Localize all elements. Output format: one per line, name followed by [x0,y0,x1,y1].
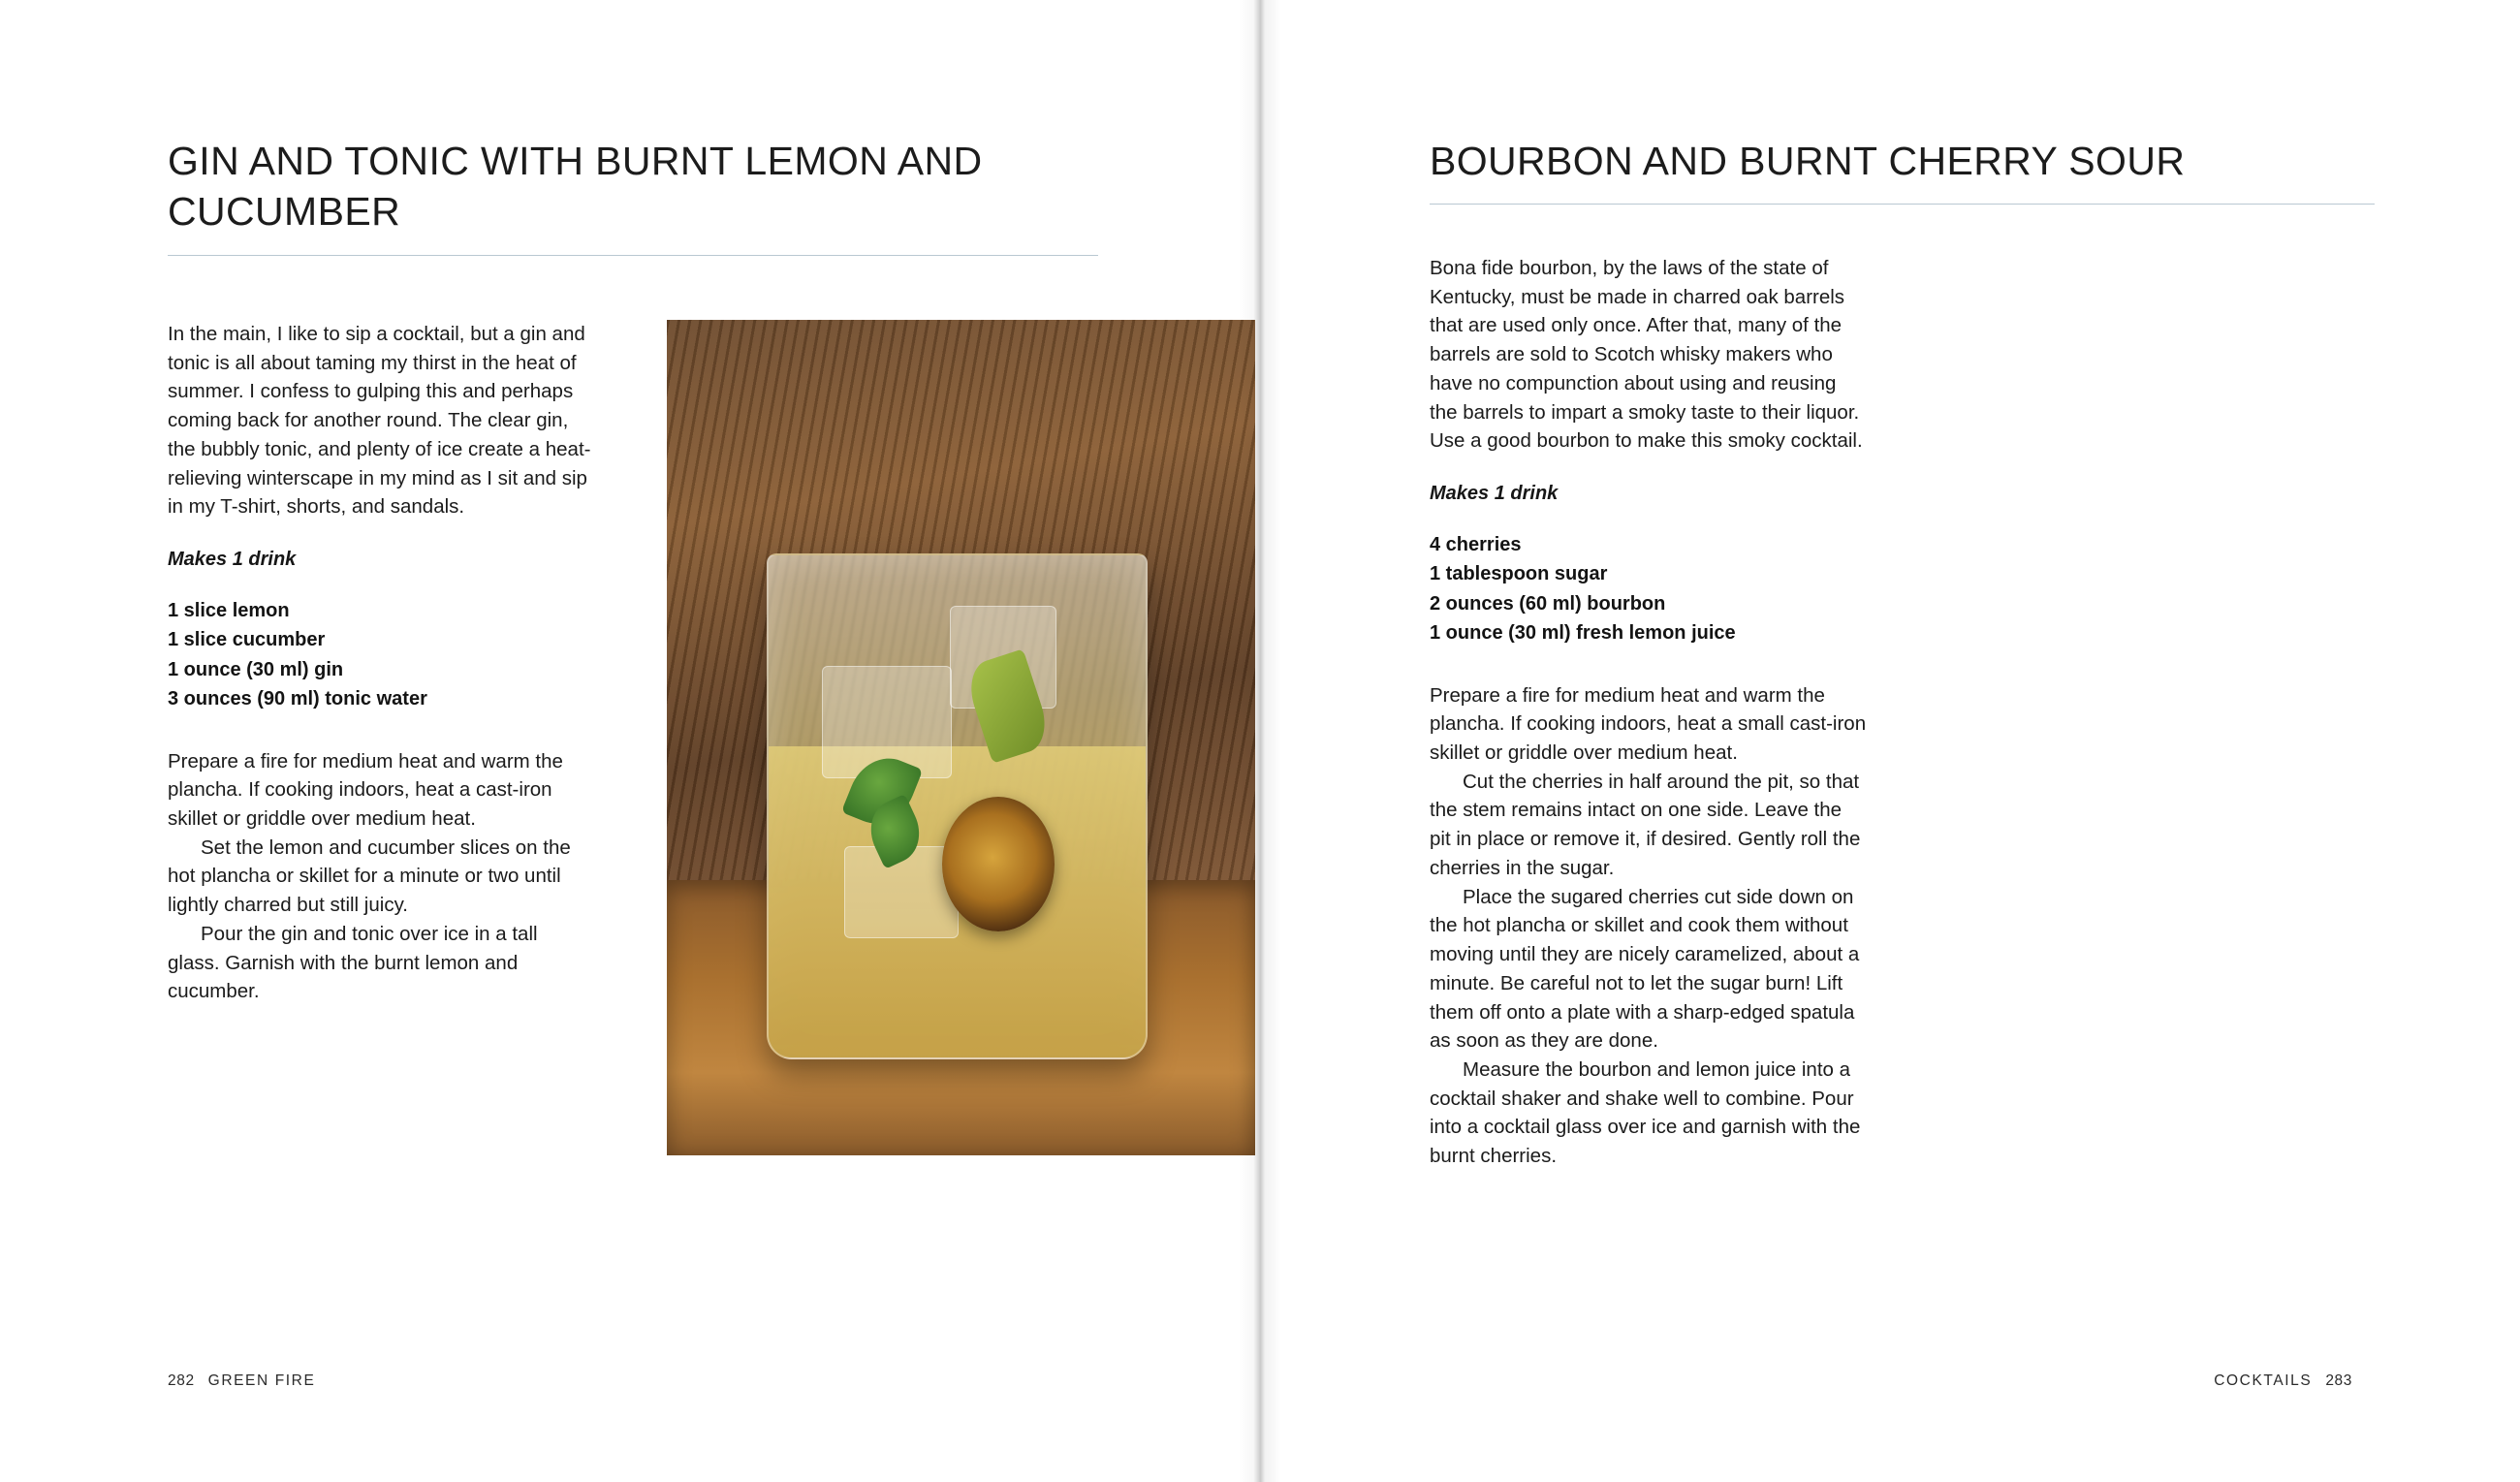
left-title-block [168,136,1098,264]
running-head-left: GREEN FIRE [207,1372,316,1389]
page-number-right: 283 [2325,1372,2352,1389]
method-step: Set the lemon and cucumber slices on the hot plancha or skillet for a minute or two until lightly charred but still juicy. [168,836,571,917]
footer-right [2214,1372,2352,1390]
right-text-column [1430,254,1868,1171]
method-step: Measure the bourbon and lemon juice into a cocktail shaker and shake well to combine. Pour into a cocktail glass over ice and garnish with the burnt cherries. [1430,1057,1861,1168]
method-step: Pour the gin and tonic over ice in a tall glass. Garnish with the burnt lemon and cucumber. [168,922,538,1003]
ingredient-list-left [168,596,594,714]
left-text-column [168,320,594,1006]
footer-left [168,1372,315,1390]
right-title-block [1430,136,2375,212]
list-item: 1 ounce (30 ml) gin [168,658,344,680]
list-item: 1 slice cucumber [168,629,326,651]
list-item: 1 tablespoon sugar [1430,563,1608,585]
list-item: 1 ounce (30 ml) fresh lemon juice [1430,622,1736,645]
ingredient-list-right [1430,530,1868,648]
method-step: Place the sugared cherries cut side down on the hot plancha or skillet and cook them without moving until they are nicely caramelized, about a minute. Be careful not to let the sugar burn! Lift them off onto a plate with a sharp-edged spatula as soon as they are done. [1430,885,1860,1053]
method-step: Cut the cherries in half around the pit, so that the stem remains intact on one side. Leave the pit in place or remove it, if desired. Gently roll the cherries in the sugar. [1430,770,1861,879]
page-title-left: GIN AND TONIC WITH BURNT LEMON AND CUCUMBER [168,139,983,235]
page-number-left: 282 [168,1372,195,1389]
method-step: Prepare a fire for medium heat and warm the plancha. If cooking indoors, heat a small cast-iron skillet or griddle over medium heat. [1430,683,1867,765]
running-head-right: COCKTAILS [2214,1372,2313,1389]
method-block-left [168,747,594,1006]
method-step: Prepare a fire for medium heat and warm the plancha. If cooking indoors, heat a cast-iron skillet or griddle over medium heat. [168,749,563,831]
photo-cocktail-glass [767,553,1147,1058]
recipe-photo-gin-and-tonic [667,320,1255,1155]
intro-paragraph-right: Bona fide bourbon, by the laws of the state of Kentucky, must be made in charred oak barrels that are used only once. After that, many of the barrels are sold to Scotch whisky makers who have no compunction about using and reusing the barrels to impart a smoky taste to their liquor. Use a good bourbon to make this smoky cocktail. [1430,257,1863,453]
method-block-right [1430,681,1868,1171]
intro-paragraph-left: In the main, I like to sip a cocktail, but a gin and tonic is all about taming my thirst in the heat of summer. I confess to gulping this and perhaps coming back for another round. The clear gin, the bubbly tonic, and plenty of ice create a heat-relieving winterscape in my mind as I sit and sip in my T-shirt, shorts, and sandals. [168,323,591,519]
list-item: 1 slice lemon [168,600,290,622]
right-page [1260,0,2520,1482]
page-title-right: BOURBON AND BURNT CHERRY SOUR [1430,139,2186,183]
makes-label-right: Makes 1 drink [1430,483,1559,505]
photo-burnt-lemon-slice [942,797,1055,932]
title-divider-right [1430,204,2375,205]
list-item: 4 cherries [1430,534,1522,556]
list-item: 3 ounces (90 ml) tonic water [168,688,427,710]
list-item: 2 ounces (60 ml) bourbon [1430,592,1666,615]
title-divider-left [168,255,1098,256]
makes-label-left: Makes 1 drink [168,549,297,571]
